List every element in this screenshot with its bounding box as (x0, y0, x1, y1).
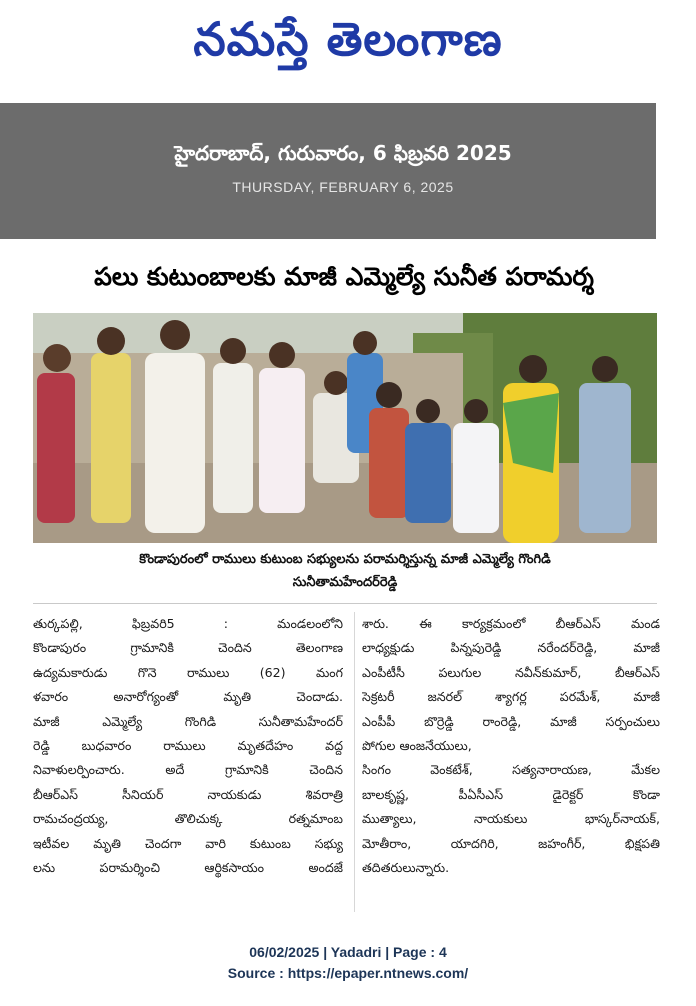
article-body-left (33, 612, 343, 880)
body-line: ళవారం అనారోగ్యంతో మృతి చెందాడు. (33, 689, 343, 705)
body-line: రామచంద్రయ్య, తొలిచుక్క రత్నమాంబ (33, 811, 343, 827)
body-line: మోతీరాం, యాదగిరి, జహంగీర్, భిక్షపతి (362, 835, 660, 851)
footer-date-edition: 06/02/2025 | Yadadri | Page : 4 (249, 944, 447, 960)
body-line: రెడ్డి బుధవారం రాములు మృతదేహం వద్ద (33, 738, 343, 754)
body-line: ఇటీవల మృతి చెందగా వారి కుటుంబ సభ్యు (33, 835, 343, 851)
news-photo (33, 313, 657, 543)
body-line: ఎంపీటీసీ పలుగుల నవీన్‌కుమార్, బీఆర్‌ఎస్ (362, 664, 660, 680)
body-line: లను పరామర్శించి ఆర్థికసాయం అందజే (33, 860, 343, 876)
body-line: ఎంపీపీ బొర్రెడ్డి రాంరెడ్డి, మాజీ సర్పంచులు (362, 713, 660, 729)
photo-caption-line: సునీతామహేందర్‌రెడ్డి (292, 575, 398, 590)
footer-source-link[interactable]: Source : https://epaper.ntnews.com/ (227, 965, 469, 981)
body-line: లాధ్యక్షుడు పిన్నపురెడ్డి నరేందర్‌రెడ్డి, మాజీ (362, 640, 660, 656)
body-line: బాలకృష్ణ, పీఏసీఎస్ డైరెక్టర్ కొండా (362, 786, 660, 802)
body-line: పోగుల ఆంజనేయులు, (362, 738, 472, 754)
article-body-right (362, 612, 660, 880)
body-line: ముత్యాలు, నాయకులు భాస్కర్‌నాయక్, (362, 811, 660, 827)
body-line: బీఆర్‌ఎస్ సీనియర్ నాయకుడు శివరాత్రి (33, 786, 343, 802)
photo-caption (33, 548, 657, 594)
newspaper-logo: నమస్తే తెలంగాణ (193, 12, 503, 66)
body-line: కొండాపురం గ్రామానికి చెందిన తెలంగాణ (33, 640, 343, 656)
masthead (0, 0, 696, 100)
body-line: ఉద్యమకారుడు గొనె రాములు (62) మంగ (33, 664, 343, 680)
dateline-english: THURSDAY, FEBRUARY 6, 2025 (232, 179, 454, 195)
dateline-telugu: హైదరాబాద్, గురువారం, 6 ఫిబ్రవరి 2025 (174, 141, 512, 165)
article-headline: పలు కుటుంబాలకు మాజీ ఎమ్మెల్యే సునీత పరామర్శ (94, 262, 594, 291)
photo-caption-line: కొండాపురంలో రాములు కుటుంబ సభ్యులను పరామర్శిస్తున్న మాజీ ఎమ్మెల్యే గొంగిడి (139, 552, 551, 567)
body-line: మాజీ ఎమ్మెల్యే గొంగిడి సునీతామహేందర్‌ (33, 713, 343, 729)
body-line: నివాళులర్పించారు. అదే గ్రామానికి చెందిన (33, 762, 343, 778)
dateline-band (0, 103, 656, 239)
body-line: తదితరులున్నారు. (362, 860, 450, 876)
body-line: శారు. ఈ కార్యక్రమంలో బీఆర్‌ఎస్ మండ (362, 616, 660, 631)
column-divider (354, 612, 355, 912)
divider (33, 603, 657, 604)
body-line: సింగం వెంకటేశ్, సత్యనారాయణ, మేకల (362, 762, 660, 778)
body-line: సెక్రటరీ జనరల్ శ్యాగర్ల పరమేశ్, మాజీ (362, 689, 660, 705)
body-line: తుర్కపల్లి, ఫిబ్రవరి5 : మండలంలోని (33, 616, 343, 631)
